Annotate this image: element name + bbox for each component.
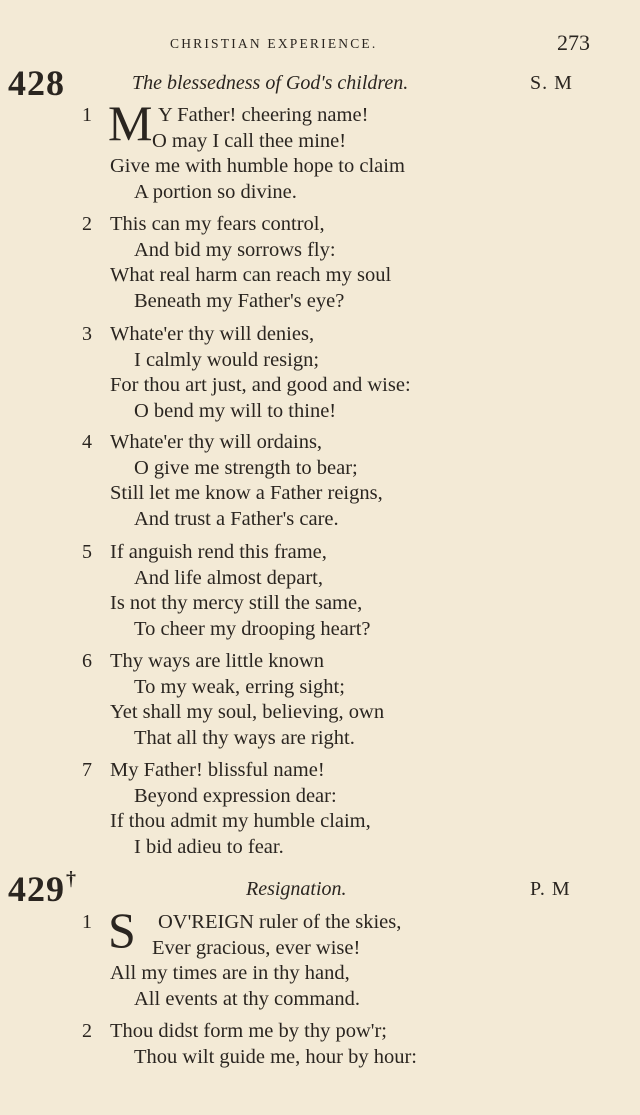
verse-number: 2 [82,213,92,235]
verse-line: If thou admit my humble claim, [110,810,371,832]
verse-line: All my times are in thy hand, [110,962,350,984]
verse-line: If anguish rend this frame, [110,541,327,563]
verse-line: To cheer my drooping heart? [134,617,371,640]
verse-line: Beneath my Father's eye? [134,289,345,312]
verse-line: Whate'er thy will denies, [110,323,315,345]
verse-line: Thou wilt guide me, hour by hour: [134,1045,417,1068]
verse-number: 1 [82,104,92,126]
verse-line: O may I call thee mine! [152,129,347,152]
hymn-title: The blessedness of God's children. [132,72,409,94]
verse-line: O give me strength to bear; [134,456,358,479]
drop-cap: S [108,902,136,958]
verse-line: That all thy ways are right. [134,726,355,749]
verse-line: What real harm can reach my soul [110,264,392,286]
verse-line: And bid my sorrows fly: [134,238,336,261]
hymn-meter: P. M [530,878,571,900]
drop-cap: M [108,95,153,151]
verse-line: Thou didst form me by thy pow'r; [110,1020,388,1042]
verse-line: Give me with humble hope to claim [110,155,405,177]
verse-number: 7 [82,759,92,781]
verse-line: And trust a Father's care. [134,507,339,530]
verse-number: 2 [82,1020,92,1042]
verse-number: 5 [82,541,92,563]
verse-line: OV'REIGN ruler of the skies, [158,911,402,933]
verse-line: I bid adieu to fear. [134,835,284,858]
verse-line: Beyond expression dear: [134,784,337,807]
verse-line: And life almost depart, [134,566,324,589]
verse-line: Yet shall my soul, believing, own [110,701,385,723]
verse-number: 6 [82,650,92,672]
verse-number: 1 [82,911,92,933]
hymn-header [0,868,640,908]
verse-line: Is not thy mercy still the same, [110,592,363,614]
hymn-number: 428 [8,63,65,103]
running-head: CHRISTIAN EXPERIENCE. [170,36,378,51]
verse-line: O bend my will to thine! [134,399,337,422]
hymn-title: Resignation. [246,878,347,900]
verse-number: 4 [82,431,92,453]
verse-line: Thy ways are little known [110,650,325,672]
verse-line: This can my fears control, [110,213,325,235]
verse-line: Ever gracious, ever wise! [152,936,361,959]
verse-line: To my weak, erring sight; [134,675,345,698]
verse-line: I calmly would resign; [134,348,320,371]
hymn-meter: S. M [530,72,573,94]
page-number: 273 [557,30,590,55]
hymn-header [0,62,640,102]
verse-line: My Father! blissful name! [110,759,325,781]
verse-line: For thou art just, and good and wise: [110,374,411,396]
verse-line: A portion so divine. [134,180,297,203]
verse-line: Y Father! cheering name! [158,104,369,126]
verse-line: Whate'er thy will ordains, [110,431,323,453]
verse-line: Still let me know a Father reigns, [110,482,383,504]
dagger-mark: † [66,868,77,890]
hymn-number: 429† [8,868,77,909]
verse-line: All events at thy command. [134,987,361,1010]
verse-number: 3 [82,323,92,345]
